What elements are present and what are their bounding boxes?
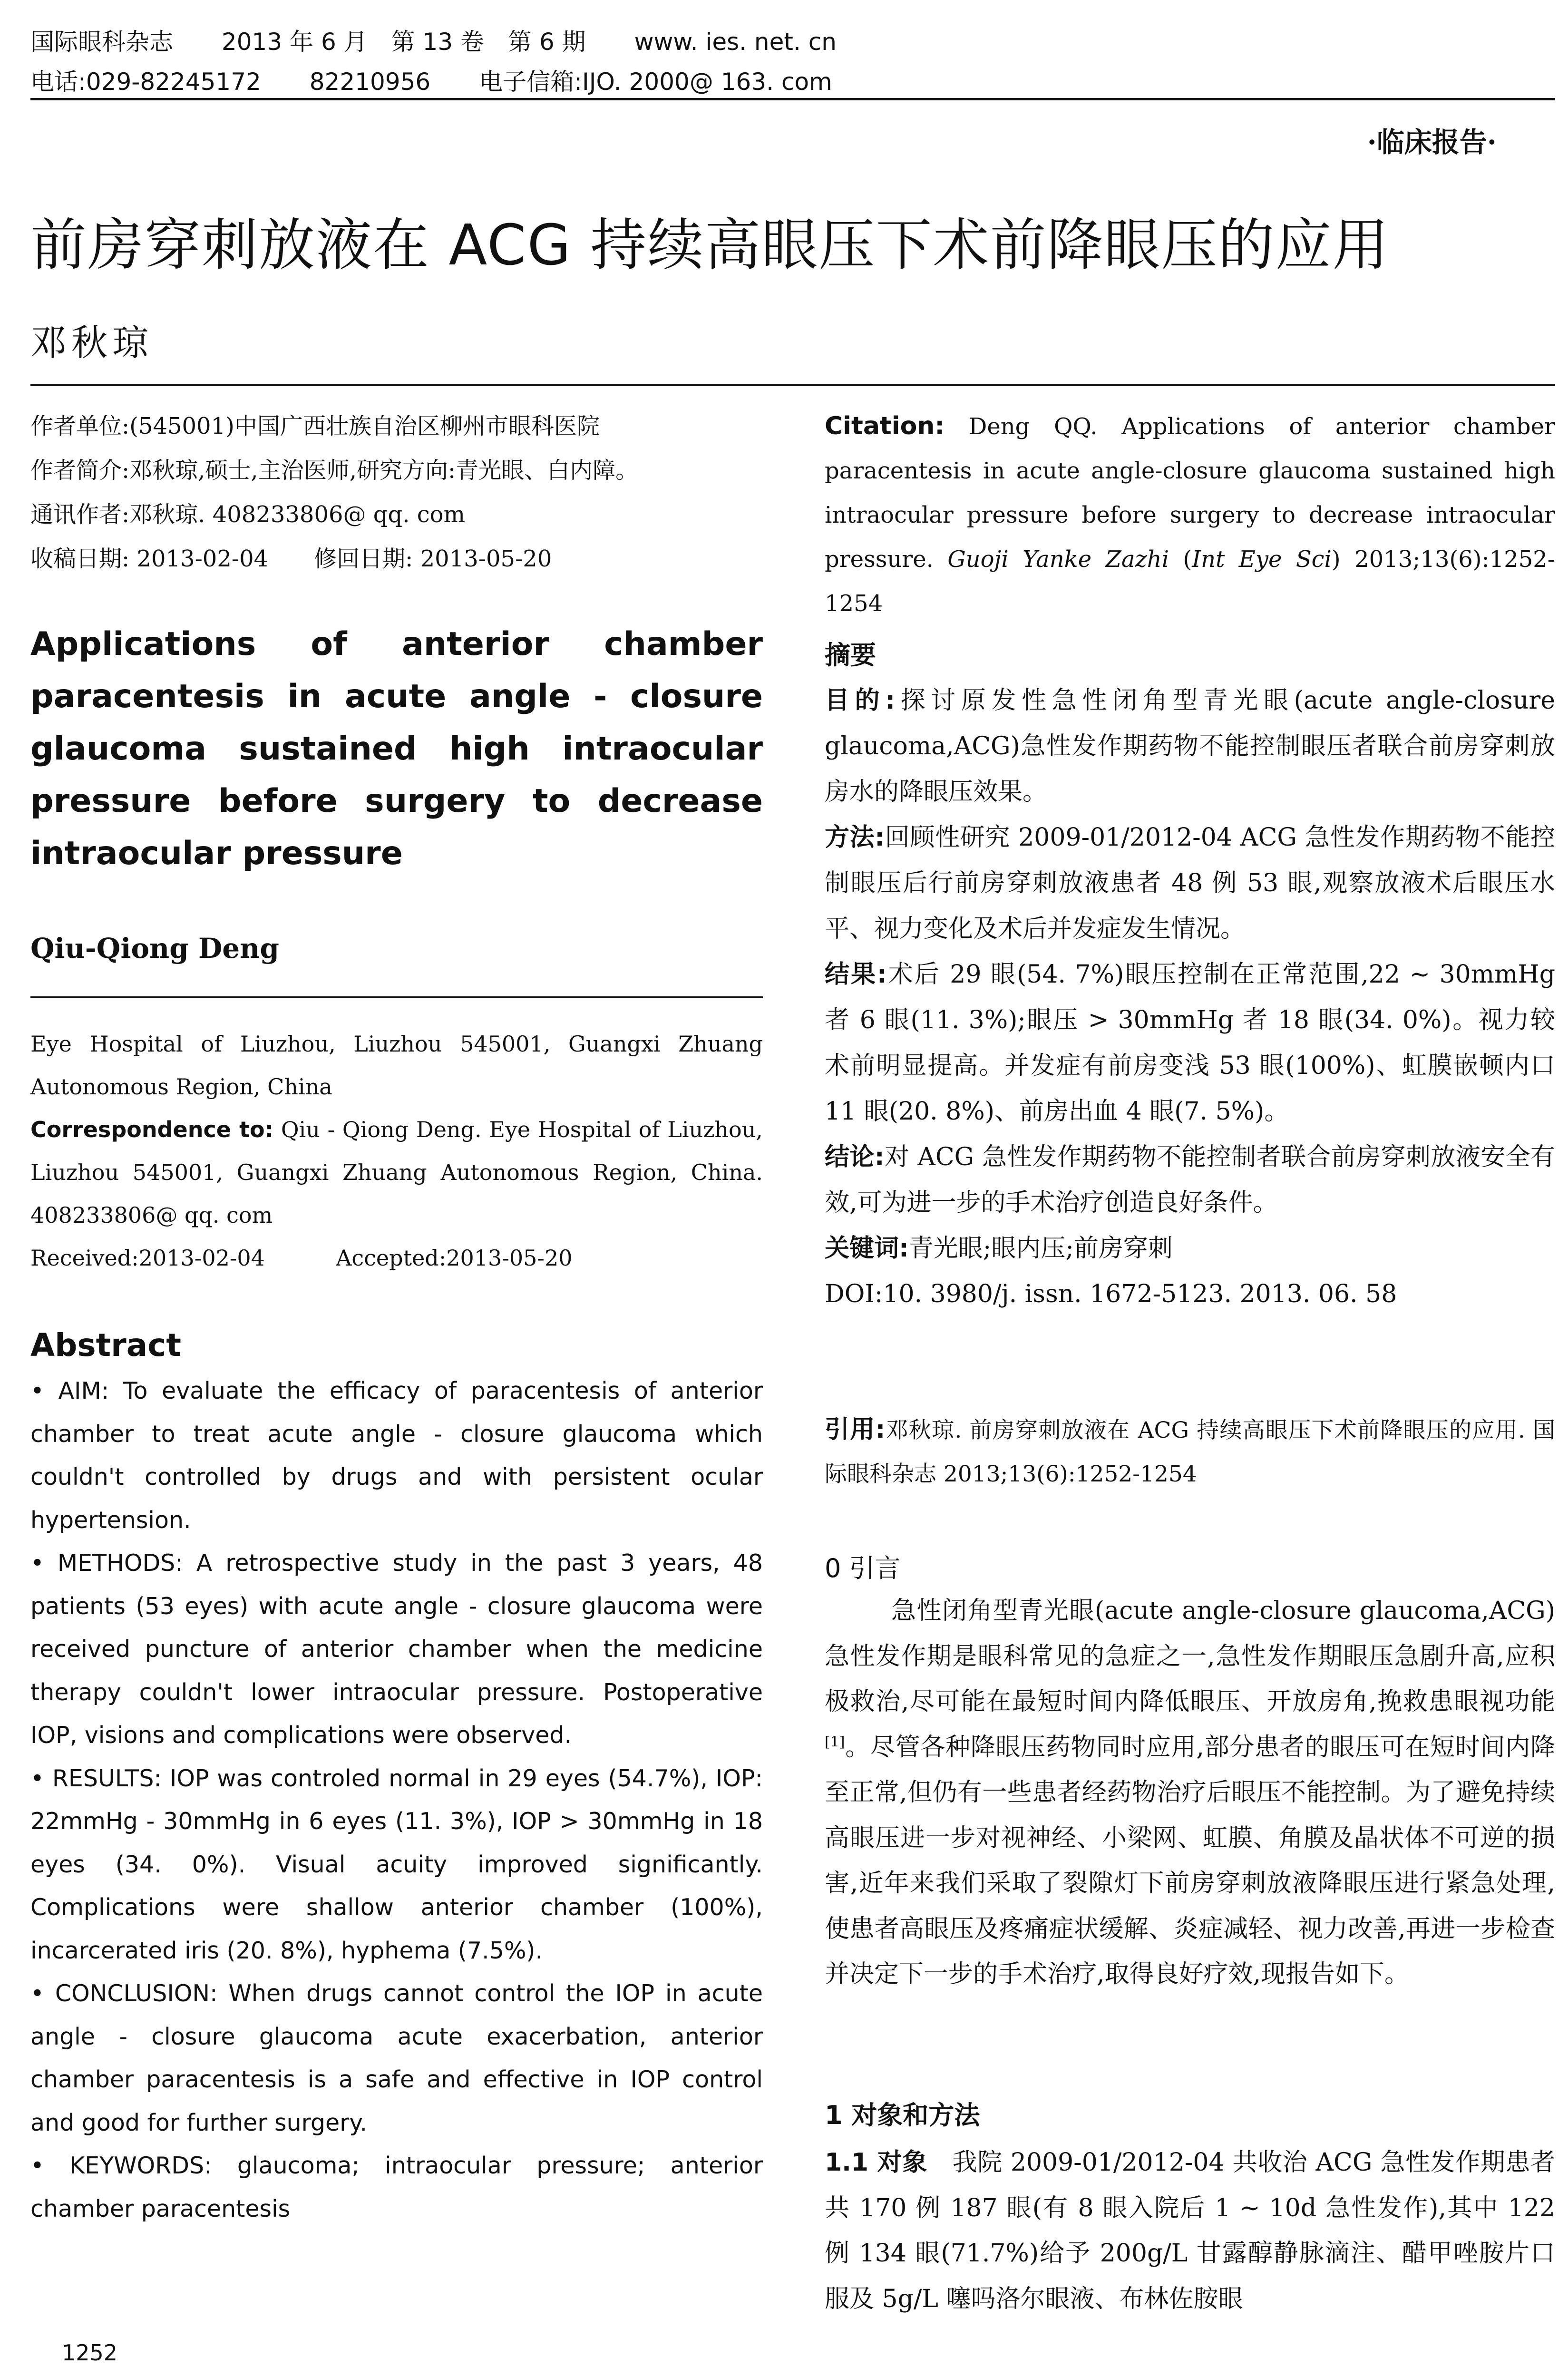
title-en: Applications of anterior chamber paracentesis in acute angle - closure glaucoma sustained high intraocular pressure before surgery to decrease intraocular pressure (30, 625, 763, 872)
abstract-cn-results-label: 结果: (825, 960, 887, 989)
citation-en-text: Deng QQ. Applications of anterior chamber paracentesis in acute angle-closure glaucoma sustained high intraocular pressure before surgery to decrease intraocular pressure. (825, 413, 1555, 573)
abstract-cn-body (825, 678, 1555, 1317)
citation-cn-text: 邓秋琼. 前房穿刺放液在 ACG 持续高眼压下术前降眼压的应用. 国际眼科杂志 2013;13(6):1252-1254 (825, 1417, 1556, 1487)
citation-en-journal-abbr: Int Eye Sci (1192, 546, 1332, 573)
dates-en (30, 1237, 763, 1279)
received-en: Received:2013-02-04 (30, 1245, 265, 1271)
section-label: ·临床报告· (1367, 126, 1497, 158)
abstract-en-conclusion: • CONCLUSION: When drugs cannot control the IOP in acute angle - closure glaucoma acute exacerbation, anterior chamber paracentesis is a safe and effective in IOP control and good for further surgery. (30, 1980, 763, 2136)
author-cn: 邓秋琼 (30, 321, 153, 364)
abstract-en-body (30, 1370, 763, 2231)
title-rule (30, 384, 1555, 386)
abstract-cn-aim-label: 目的: (825, 686, 896, 715)
abstract-cn-methods-label: 方法: (825, 823, 885, 852)
abstract-cn-heading: 摘要 (825, 640, 876, 670)
journal-issue: 2013 年 6 月 第 13 卷 第 6 期 (221, 28, 586, 56)
journal-name: 国际眼科杂志 (30, 28, 173, 56)
title-cn: 前房穿刺放液在 ACG 持续高眼压下术前降眼压的应用 (30, 212, 1390, 278)
info-correspondence: 通讯作者:邓秋琼. 408233806@ qq. com (30, 501, 466, 528)
citation-en-ref: 2013;13(6):1252-1254 (825, 546, 1556, 617)
info-affiliation: 作者单位:(545001)中国广西壮族自治区柳州市眼科医院 (30, 413, 600, 439)
page-number: 1252 (62, 2340, 118, 2366)
journal-email: 电子信箱:IJO. 2000@ 163. com (479, 68, 832, 96)
journal-website: www. ies. net. cn (634, 28, 837, 56)
abstract-en-methods: • METHODS: A retrospective study in the past 3 years, 48 patients (53 eyes) with acute angle - closure glaucoma were received puncture of anterior chamber when the medicine therapy couldn't lower intraocular pressure. Postoperative IOP, visions and complications were observed. (30, 1549, 763, 1749)
author-en: Qiu-Qiong Deng (30, 932, 279, 964)
correspondence-label: Correspondence to: (30, 1117, 274, 1142)
citation-en-label: Citation: (825, 412, 945, 440)
author-rule (30, 996, 763, 998)
citation-en-journal: Guoji Yanke Zazhi (947, 546, 1169, 573)
abstract-cn-results: 结果:术后 29 眼(54. 7%)眼压控制在正常范围,22 ~ 30mmHg 者 6 眼(11. 3%);眼压 > 30mmHg 者 18 眼(34. 0%)。视力较术前明显提高。并发症有前房变浅 53 眼(100%)、虹膜嵌顿内口 11 眼(20. 8%)、前房出血 4 眼(7. 5%)。 (825, 960, 1555, 1126)
abstract-cn-aim: 目的:探讨原发性急性闭角型青光眼(acute angle-closure glaucoma,ACG)急性发作期药物不能控制眼压者联合前房穿刺放房水的降眼压效果。 (825, 686, 1555, 806)
journal-phone2: 82210956 (309, 68, 431, 96)
journal-header-line1 (30, 23, 877, 57)
abstract-cn-conclusion: 结论:对 ACG 急性发作期药物不能控制者联合前房穿刺放液安全有效,可为进一步的手术治疗创造良好条件。 (825, 1143, 1555, 1217)
abstract-en-keywords: • KEYWORDS: glaucoma; intraocular pressure; anterior chamber paracentesis (30, 2152, 763, 2222)
methods-heading: 1 对象和方法 (825, 2100, 980, 2130)
abstract-cn-keywords-label: 关键词: (825, 1234, 909, 1263)
affiliation-en: Eye Hospital of Liuzhou, Liuzhou 545001, Guangxi Zhuang Autonomous Region, China (30, 1031, 763, 1100)
correspondence-text: Qiu - Qiong Deng. Eye Hospital of Liuzhou, Liuzhou 545001, Guangxi Zhuang Autonomous Region, China. 408233806@ qq. com (30, 1117, 763, 1228)
intro-heading: 0 引言 (825, 1553, 901, 1583)
citation-cn (825, 1408, 1555, 1496)
correspondence-en (30, 1108, 763, 1237)
accepted-en: Accepted:2013-05-20 (336, 1245, 573, 1271)
abstract-cn-doi: DOI:10. 3980/j. issn. 1672-5123. 2013. 06. 58 (825, 1280, 1397, 1308)
abstract-cn-conclusion-label: 结论: (825, 1143, 885, 1171)
info-dates: 收稿日期: 2013-02-04 修回日期: 2013-05-20 (30, 546, 552, 572)
header-rule (30, 98, 1555, 100)
abstract-cn-methods: 方法:回顾性研究 2009-01/2012-04 ACG 急性发作期药物不能控制眼压后行前房穿刺放液患者 48 例 53 眼,观察放液术后眼压水平、视力变化及术后并发症发生情况。 (825, 823, 1556, 943)
methods-subsection: 1.1 对象 我院 2009-01/2012-04 共收治 ACG 急性发作期患者共 170 例 187 眼(有 8 眼入院后 1 ~ 10d 急性发作),其中 122 例 134 眼(71.7%)给予 200g/L 甘露醇静脉滴注、醋甲唑胺片口服及 5g/L 噻吗洛尔眼液、布林佐胺眼 (825, 2148, 1555, 2313)
affiliation-block-en (30, 1023, 763, 1279)
intro-ref: [1] (825, 1734, 845, 1751)
citation-cn-label: 引用: (825, 1415, 886, 1444)
citation-en: Citation: Deng QQ. Applications of anterior chamber paracentesis in acute angle-closure glaucoma sustained high intraocular pressure before surgery to decrease intraocular pressure. Guoji Yanke Zazhi (Int Eye Sci) 2013;13(6):1252-1254 (825, 412, 1556, 617)
abstract-cn-keywords: 关键词:青光眼;眼内压;前房穿刺 (825, 1234, 1173, 1263)
abstract-en-heading: Abstract (30, 1327, 181, 1364)
abstract-en-aim: • AIM: To evaluate the efficacy of paracentesis of anterior chamber to treat acute angle - closure glaucoma which couldn't controlled by drugs and with persistent ocular hypertension. (30, 1377, 763, 1534)
intro-paragraph: 急性闭角型青光眼(acute angle-closure glaucoma,ACG)急性发作期是眼科常见的急症之一,急性发作期眼压急剧升高,应积极救治,尽可能在最短时间内降低眼压、开放房角,挽救患眼视功能[1]。尽管各种降眼压药物同时应用,部分患者的眼压可在短时间内降至正常,但仍有一些患者经药物治疗后眼压不能控制。为了避免持续高眼压进一步对视神经、小梁网、虹膜、角膜及晶状体不可逆的损害,近年来我们采取了裂隙灯下前房穿刺放液降眼压进行紧急处理,使患者高眼压及疼痛症状缓解、炎症减轻、视力改善,再进一步检查并决定下一步的手术治疗,取得良好疗效,现报告如下。 (825, 1597, 1555, 1988)
journal-phone: 电话:029-82245172 (30, 68, 261, 96)
journal-header-line2 (30, 63, 873, 97)
methods-sub-label: 1.1 对象 (825, 2148, 927, 2177)
author-info-cn (30, 404, 763, 581)
info-bio: 作者简介:邓秋琼,硕士,主治医师,研究方向:青光眼、白内障。 (30, 457, 639, 484)
abstract-en-results: • RESULTS: IOP was controled normal in 29 eyes (54.7%), IOP: 22mmHg - 30mmHg in 6 eyes (11. 3%), IOP > 30mmHg in 18 eyes (34. 0%). Visual acuity improved significantly. Complications were shallow anterior chamber (100%), incarcerated iris (20. 8%), hyphema (7.5%). (30, 1764, 763, 1964)
